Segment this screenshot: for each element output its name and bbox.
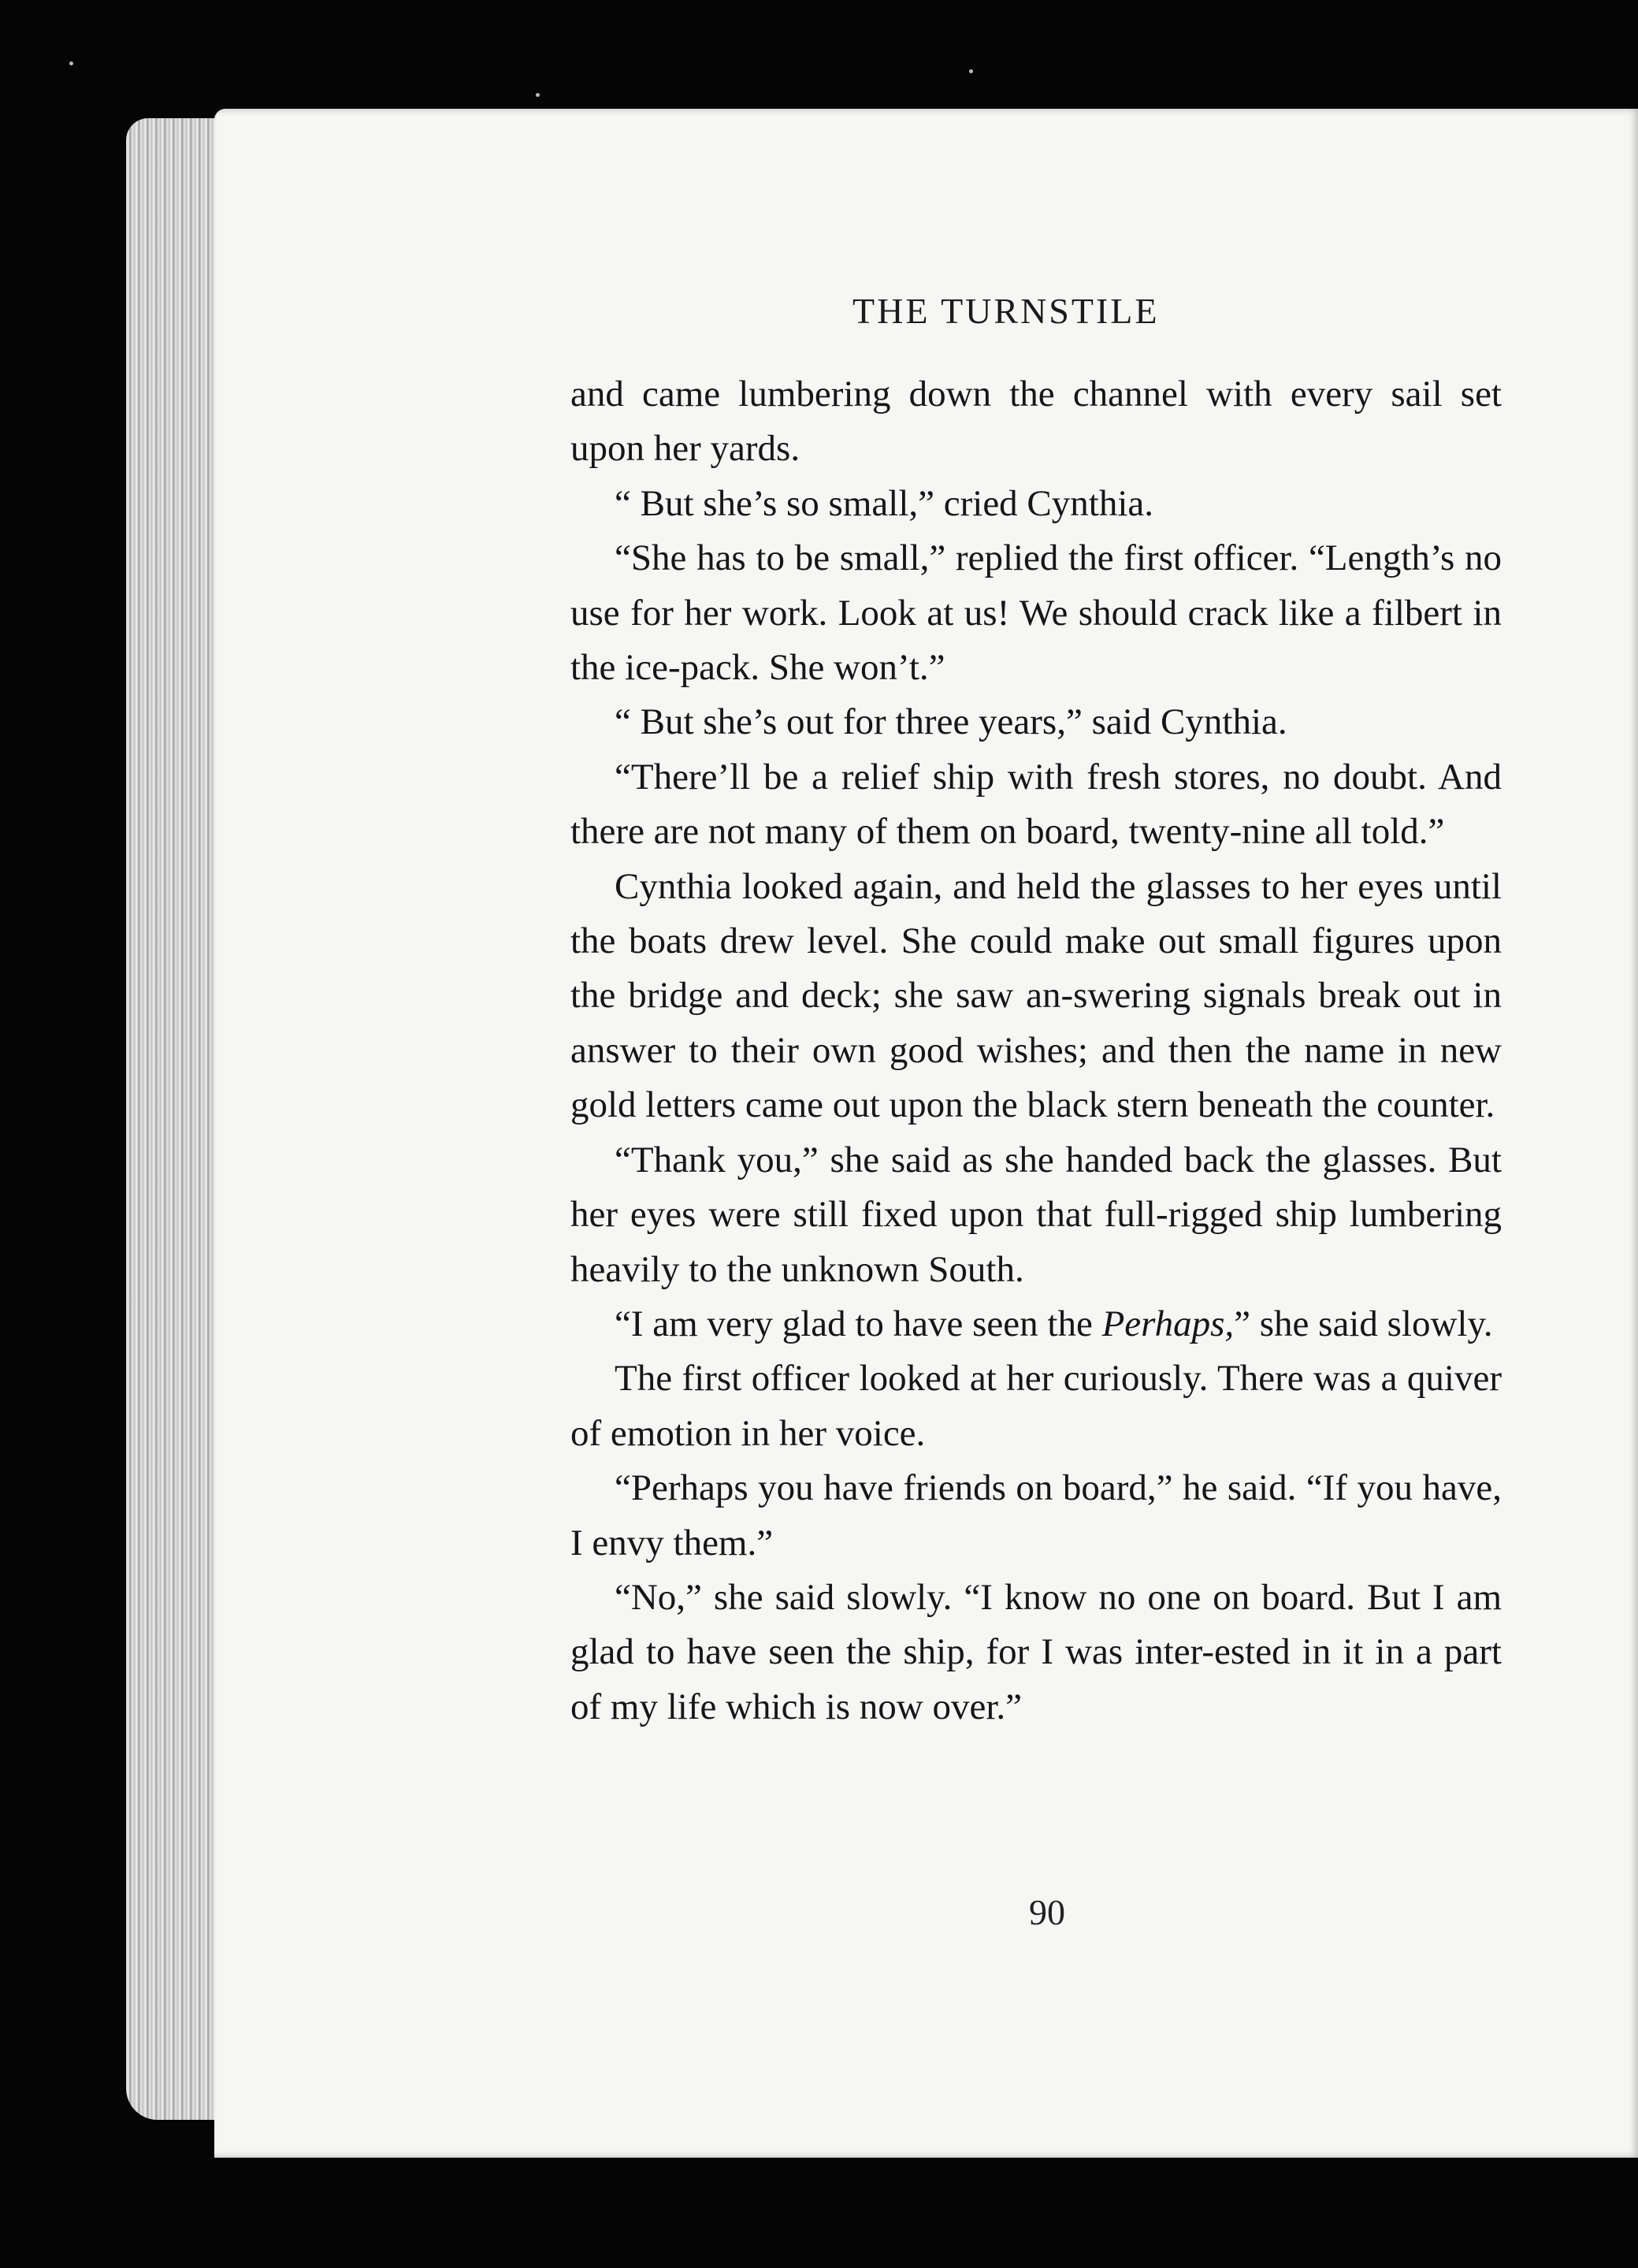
paragraph: “No,” she said slowly. “I know no one on board. But I am glad to have seen the ship, for I was inter-ested in it in a part of my life which is now over.” (570, 1576, 1502, 1727)
paragraph: “Thank you,” she said as she handed back the glasses. But her eyes were still fixed upon that full-rigged ship lumbering heavily to the unknown South. (570, 1139, 1502, 1290)
paragraph: The first officer looked at her curiously. There was a quiver of emotion in her voice. (570, 1358, 1502, 1454)
page-number: 90 (1029, 1892, 1065, 1932)
dust-speck (536, 93, 540, 97)
dust-speck (969, 69, 973, 73)
paragraph: and came lumbering down the channel with every sail set upon her yards. (570, 374, 1502, 470)
body-text (570, 367, 1502, 1734)
dust-speck (69, 61, 73, 65)
paragraph: “There’ll be a relief ship with fresh stores, no doubt. And there are not many of them on board, twenty-nine all told.” (570, 756, 1502, 853)
ship-name: Perhaps, (1101, 1303, 1235, 1344)
paragraph: Cynthia looked again, and held the glasses to her eyes until the boats drew level. She could make out small figures upon the bridge and deck; she saw an-swering signals break out in answer to their own good wishes; and then the name in new gold letters came out upon the black stern beneath the counter. (570, 865, 1502, 1126)
paragraph: “Perhaps you have friends on board,” he said. “If you have, I envy them.” (570, 1467, 1502, 1563)
paragraph: “ But she’s so small,” cried Cynthia. (615, 482, 1154, 524)
running-head: THE TURNSTILE (852, 291, 1160, 331)
paragraph-text: “I am very glad to have seen the (615, 1303, 1102, 1344)
paragraph (570, 1297, 1502, 1352)
paragraph: “ But she’s out for three years,” said Cynthia. (615, 701, 1287, 743)
paragraph: “She has to be small,” replied the first officer. “Length’s no use for her work. Look at us! We should crack like a filbert in the ice-pack. She won’t.” (570, 537, 1502, 689)
paragraph-text: ” she said slowly. (1234, 1303, 1493, 1344)
